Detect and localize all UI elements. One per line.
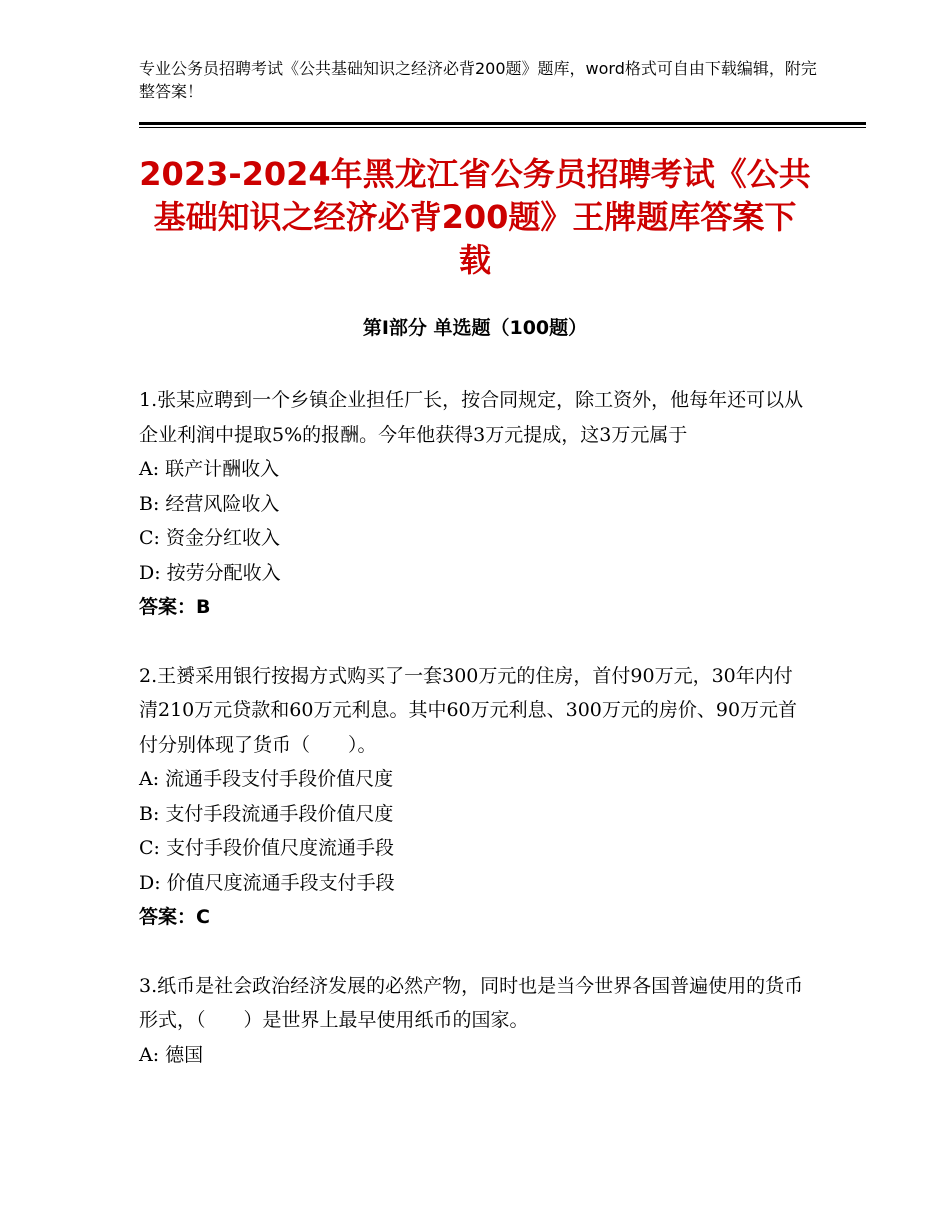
document-title: 2023-2024年黑龙江省公务员招聘考试《公共基础知识之经济必背200题》王牌题库答案下载 — [139, 155, 811, 279]
question-2 — [139, 659, 811, 935]
question-list — [139, 383, 811, 1106]
option-a: A: 联产计酬收入 — [139, 458, 280, 480]
option-a: A: 德国 — [139, 1043, 204, 1066]
question-text: 1.张某应聘到一个乡镇企业担任厂长，按合同规定，除工资外，他每年还可以从企业利润中提取5%的报酬。今年他获得3万元提成，这3万元属于 — [139, 389, 804, 446]
answer: 答案：B — [139, 596, 211, 618]
question-text: 2.王赟采用银行按揭方式购买了一套300万元的住房，首付90万元，30年内付清210万元贷款和60万元利息。其中60万元利息、300万元的房价、90万元首付分别体现了货币（ ）。 — [139, 664, 798, 756]
header-note: 专业公务员招聘考试《公共基础知识之经济必背200题》题库，word格式可自由下载编辑，附完整答案！ — [139, 59, 817, 101]
option-c: C: 支付手段价值尺度流通手段 — [139, 837, 394, 859]
answer: 答案：C — [139, 906, 210, 928]
option-d: D: 按劳分配收入 — [139, 561, 281, 584]
header-rule-thin — [139, 127, 866, 128]
option-b: B: 经营风险收入 — [139, 492, 280, 515]
option-c: C: 资金分红收入 — [139, 527, 280, 549]
question-1 — [139, 383, 811, 625]
section-title: 第Ⅰ部分 单选题（100题） — [362, 317, 588, 339]
option-b: B: 支付手段流通手段价值尺度 — [139, 802, 394, 825]
option-a: A: 流通手段支付手段价值尺度 — [139, 768, 394, 790]
question-3 — [139, 969, 811, 1073]
option-d: D: 价值尺度流通手段支付手段 — [139, 871, 395, 894]
header-rule-thick — [139, 122, 866, 125]
question-text: 3.纸币是社会政治经济发展的必然产物，同时也是当今世界各国普遍使用的货币形式，（ ）是世界上最早使用纸币的国家。 — [139, 974, 804, 1031]
